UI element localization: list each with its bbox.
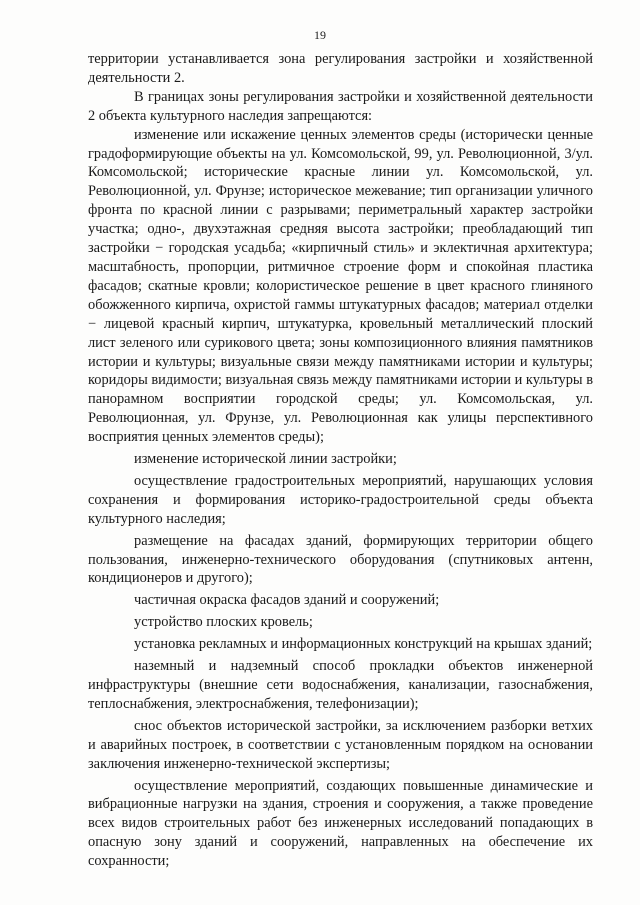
document-body bbox=[88, 50, 593, 871]
paragraph-flat-roofs: устройство плоских кровель; bbox=[134, 614, 313, 631]
paragraph-intro: территории устанавливается зона регулирования застройки и хозяйственной деятельности 2. bbox=[88, 51, 593, 86]
paragraph-facade-equipment: размещение на фасадах зданий, формирующих территории общего пользования, инженерно-технического оборудования (спутниковых антенн, кондиционеров и другого); bbox=[88, 532, 593, 587]
paragraph-dynamic-loads: осуществление мероприятий, создающих повышенные динамические и вибрационные нагрузки на здания, строения и сооружения, а также проведение всех видов строительных работ без инженерных исследований попадающих в опасную зону зданий и сооружений, направленных на обеспечение их сохранности; bbox=[88, 777, 593, 870]
paragraph-roof-advertising: установка рекламных и информационных конструкций на крышах зданий; bbox=[134, 636, 593, 653]
paragraph-prohibitions-heading: В границах зоны регулирования застройки и хозяйственной деятельности 2 объекта культурного наследия запрещаются: bbox=[88, 88, 593, 124]
paragraph-engineering-networks: наземный и надземный способ прокладки объектов инженерной инфраструктуры (внешние сети водоснабжения, канализации, газоснабжения, теплоснабжения, электроснабжения, телефонизации); bbox=[88, 658, 593, 712]
page-number: 19 bbox=[314, 28, 326, 42]
paragraph-valuable-elements: изменение или искажение ценных элементов среды (исторически ценные градоформирующие объекты на ул. Комсомольской, 99, ул. Революционной, 3/ул. Комсомольской; исторические красные линии ул. Комсомольской, ул. Революционной, ул. Фрунзе; историческое межевание; тип организации уличного фронта по красной линии с разрывами; периметральный характер застройки участка; одно-, двухэтажная средняя высота застройки; преобладающий тип застройки − городская усадьба; «кирпичный стиль» и эклектичная архитектура; масштабность, пропорции, ритмичное строение форм и спокойная пластика фасадов; скатные кровли; колористическое решение в цвет красного глиняного обожженного кирпича, охристой гаммы штукатурных фасадов; материал отделки − лицевой красный кирпич, штукатурка, кровельный металлический плоский лист зеленого или сурикового цвета; зоны композиционного влияния памятников истории и культуры; визуальные связи между памятниками истории и культуры; коридоры видимости; визуальная связь между памятниками истории и культуры в панорамном восприятии городской среды; ул. Комсомольская, ул. Революционная, ул. Фрунзе, ул. Революционная как улицы перспективного восприятия ценных элементов среды); bbox=[88, 126, 593, 446]
paragraph-building-line: изменение исторической линии застройки; bbox=[134, 451, 397, 468]
paragraph-partial-painting: частичная окраска фасадов зданий и сооружений; bbox=[134, 592, 440, 609]
paragraph-urban-planning: осуществление градостроительных мероприятий, нарушающих условия сохранения и формирования историко-градостроительной среды объекта культурного наследия; bbox=[88, 472, 593, 527]
paragraph-demolition: снос объектов исторической застройки, за исключением разборки ветхих и аварийных построек, в соответствии с установленным порядком на основании заключения инженерно-технической экспертизы; bbox=[88, 717, 593, 772]
